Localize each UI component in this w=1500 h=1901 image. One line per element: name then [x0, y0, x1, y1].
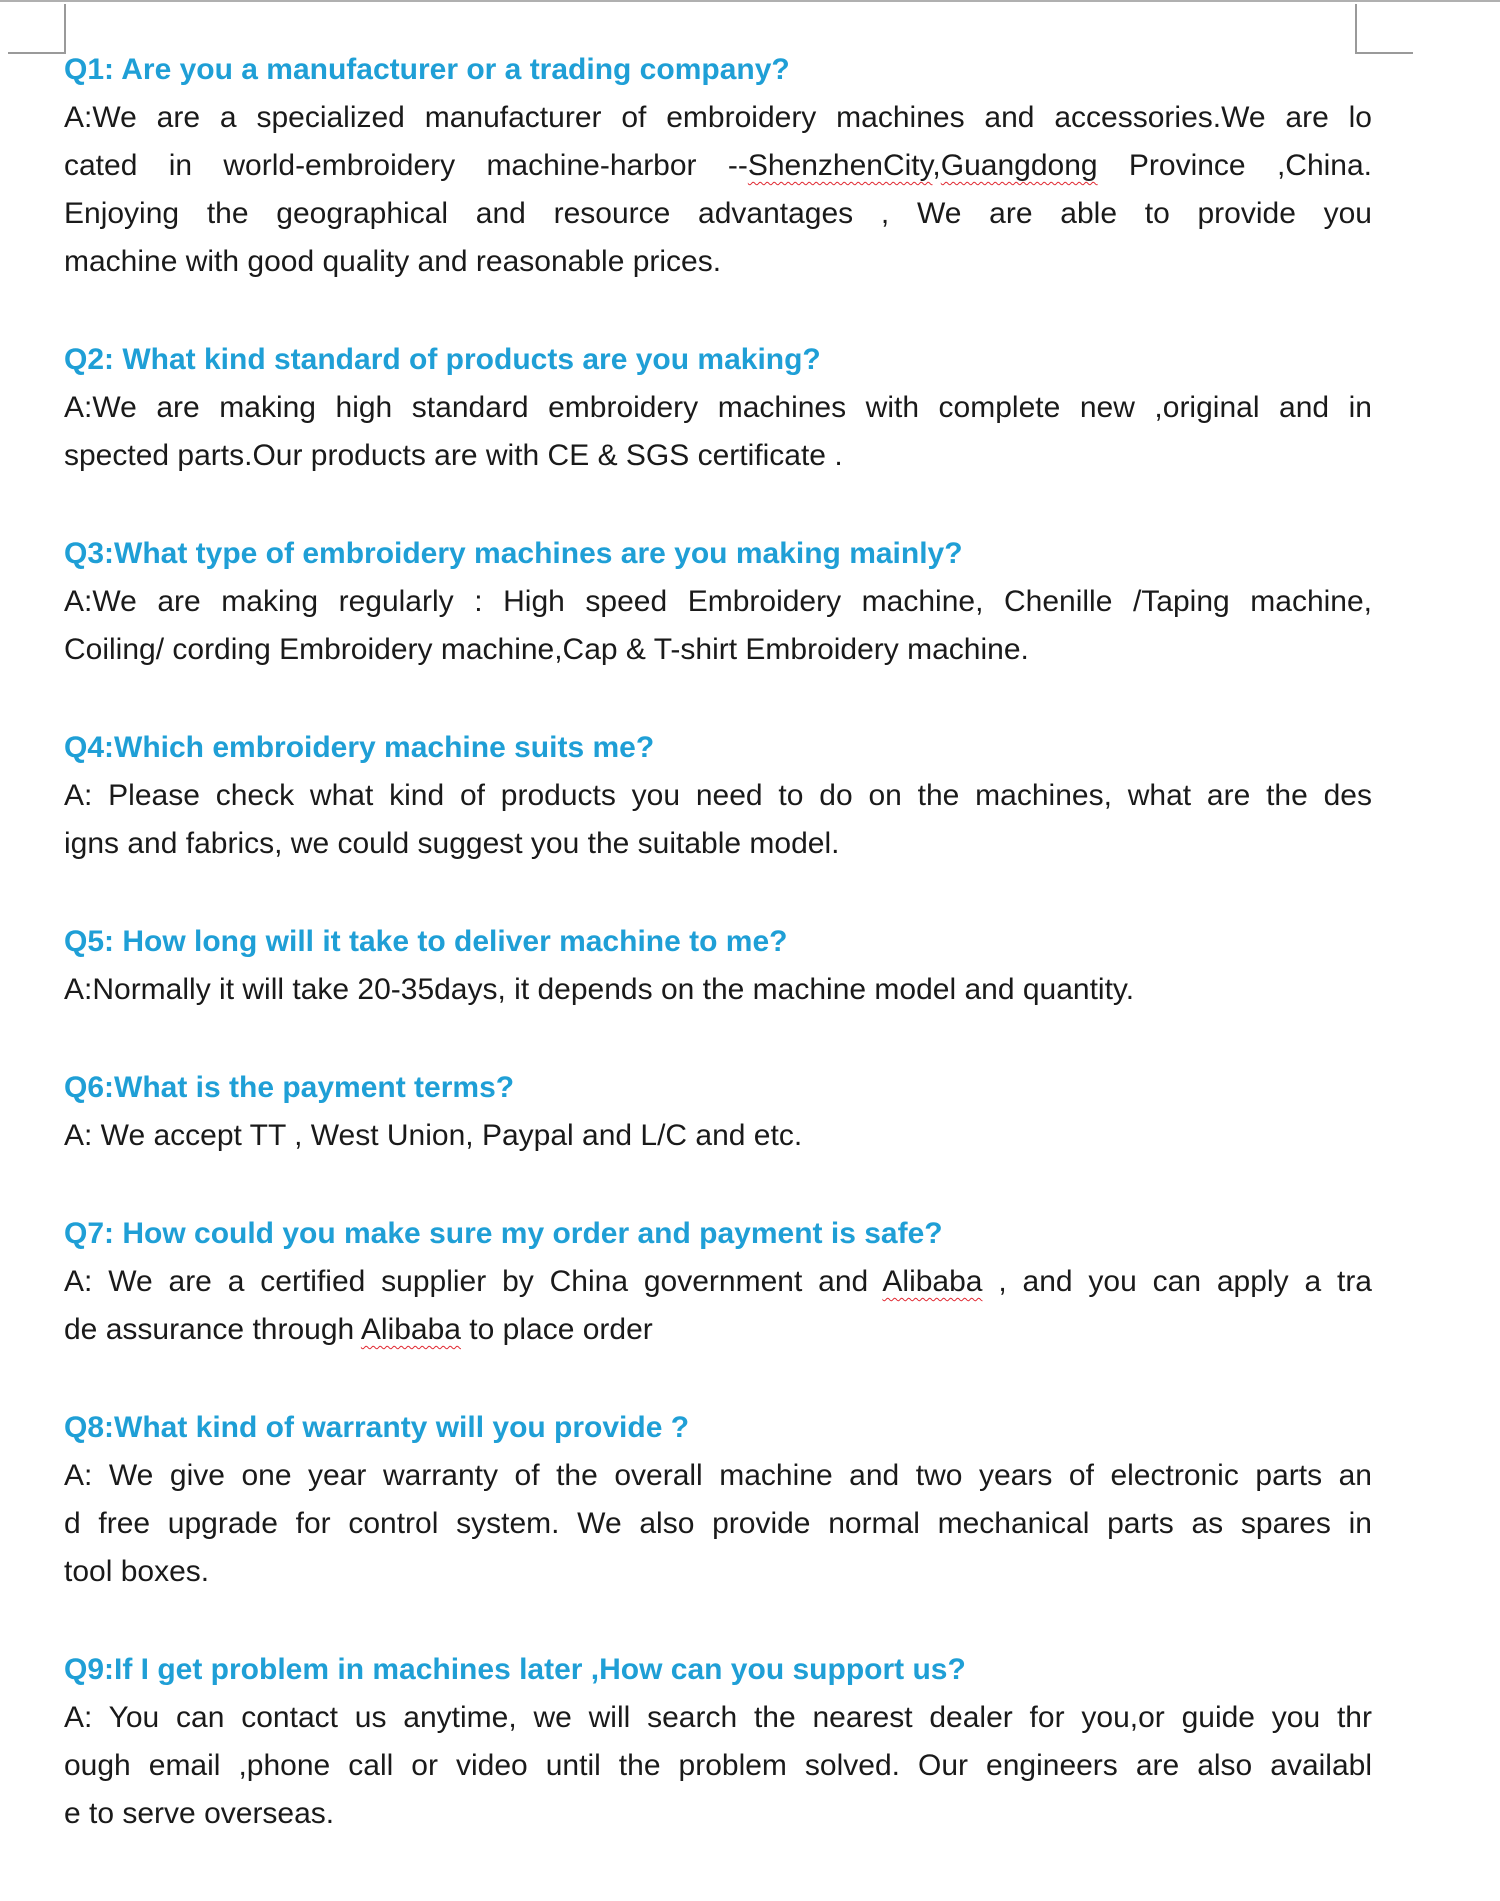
- spellcheck-word: ShenzhenCity: [747, 149, 933, 182]
- answer-line: A: Please check what kind of products you need to do on the machines, what are the des: [64, 779, 1372, 812]
- faq-item-9: [64, 1646, 1372, 1838]
- answer-line: A: We give one year warranty of the overall machine and two years of electronic parts an: [64, 1459, 1372, 1492]
- faq-item-4: [64, 724, 1372, 868]
- faq-question: Q2: What kind standard of products are you making?: [64, 343, 821, 376]
- answer-line: de assurance through Alibaba to place order: [64, 1313, 653, 1346]
- faq-question: Q9:If I get problem in machines later ,How can you support us?: [64, 1653, 966, 1686]
- crop-mark-top-left: [8, 4, 66, 54]
- faq-answer: [64, 578, 1372, 674]
- faq-item-1: [64, 46, 1372, 286]
- faq-answer: [64, 1258, 1372, 1354]
- answer-line: tool boxes.: [64, 1555, 210, 1588]
- faq-item-6: [64, 1064, 1372, 1160]
- faq-question: Q3:What type of embroidery machines are you making mainly?: [64, 537, 963, 570]
- faq-answer: [64, 966, 1372, 1014]
- faq-question: Q4:Which embroidery machine suits me?: [64, 731, 655, 764]
- answer-line: igns and fabrics, we could suggest you the suitable model.: [64, 827, 840, 860]
- faq-item-7: [64, 1210, 1372, 1354]
- faq-item-2: [64, 336, 1372, 480]
- faq-list: [64, 46, 1372, 1888]
- answer-line: A:We are making high standard embroidery machines with complete new ,original and in: [64, 391, 1372, 424]
- faq-item-8: [64, 1404, 1372, 1596]
- faq-item-3: [64, 530, 1372, 674]
- faq-answer: [64, 384, 1372, 480]
- answer-line: A:Normally it will take 20-35days, it depends on the machine model and quantity.: [64, 973, 1135, 1006]
- spellcheck-word: Guangdong: [940, 149, 1098, 182]
- faq-answer: [64, 772, 1372, 868]
- faq-question: Q7: How could you make sure my order and payment is safe?: [64, 1217, 943, 1250]
- answer-line: A: We are a certified supplier by China government and Alibaba , and you can apply a tra: [64, 1265, 1372, 1298]
- answer-line: e to serve overseas.: [64, 1797, 335, 1830]
- faq-question: Q8:What kind of warranty will you provide ?: [64, 1411, 690, 1444]
- faq-answer: [64, 94, 1372, 286]
- answer-line: Coiling/ cording Embroidery machine,Cap & T-shirt Embroidery machine.: [64, 633, 1029, 666]
- page-top-border: [0, 0, 1500, 2]
- faq-item-5: [64, 918, 1372, 1014]
- answer-line: cated in world-embroidery machine-harbor --ShenzhenCity,Guangdong Province ,China.: [64, 149, 1372, 182]
- spellcheck-word: Alibaba: [360, 1313, 461, 1346]
- spellcheck-word: Alibaba: [882, 1265, 983, 1298]
- answer-line: A: We accept TT , West Union, Paypal and L/C and etc.: [64, 1119, 803, 1152]
- faq-question: Q5: How long will it take to deliver machine to me?: [64, 925, 788, 958]
- faq-question: Q1: Are you a manufacturer or a trading company?: [64, 53, 790, 86]
- faq-question: Q6:What is the payment terms?: [64, 1071, 515, 1104]
- answer-line: machine with good quality and reasonable prices.: [64, 245, 722, 278]
- answer-line: A:We are a specialized manufacturer of embroidery machines and accessories.We are lo: [64, 101, 1372, 134]
- faq-answer: [64, 1452, 1372, 1596]
- faq-answer: [64, 1112, 1372, 1160]
- faq-answer: [64, 1694, 1372, 1838]
- answer-line: A:We are making regularly : High speed Embroidery machine, Chenille /Taping machine,: [64, 585, 1372, 618]
- answer-line: A: You can contact us anytime, we will search the nearest dealer for you,or guide you thr: [64, 1701, 1372, 1734]
- answer-line: Enjoying the geographical and resource advantages , We are able to provide you: [64, 197, 1372, 230]
- answer-line: spected parts.Our products are with CE & SGS certificate .: [64, 439, 843, 472]
- answer-line: ough email ,phone call or video until the problem solved. Our engineers are also availabl: [64, 1749, 1372, 1782]
- answer-line: d free upgrade for control system. We also provide normal mechanical parts as spares in: [64, 1507, 1372, 1540]
